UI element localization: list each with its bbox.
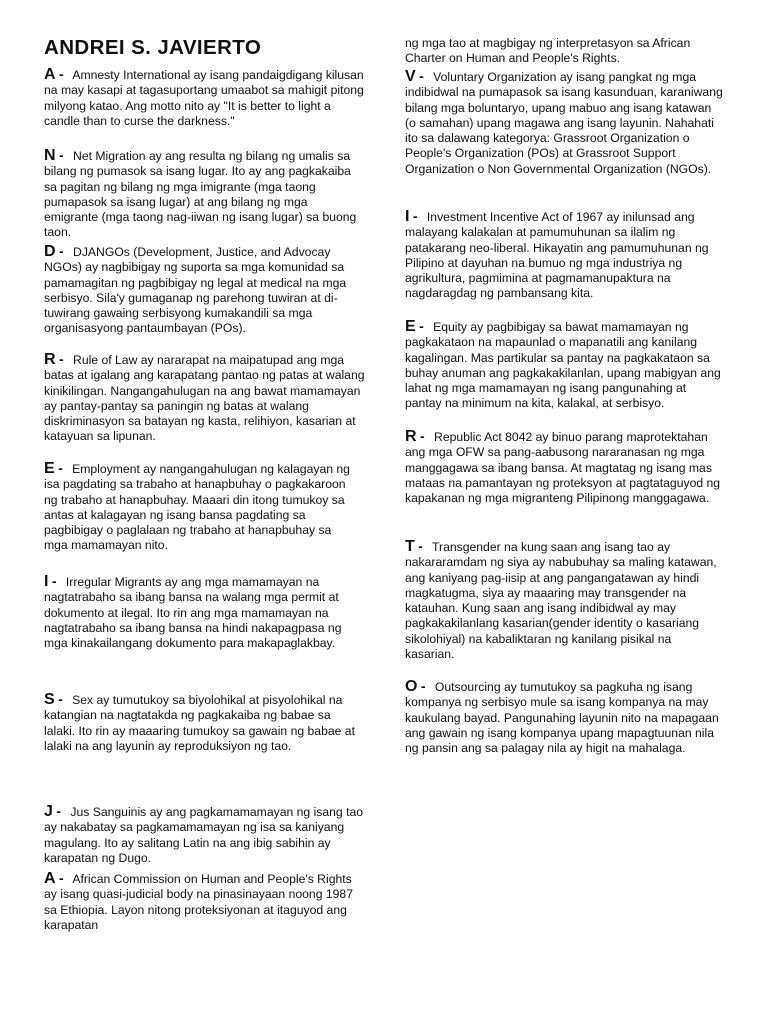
entry-text: Irregular Migrants ay ang mga mamamayan na nagtatrabaho sa ibang bansa na walang mga permit at dokumento at ilegal. Ito rin ang mga mamamayan na nagtatrabaho sa ibang bansa na hindi nakapagpasa ng mga kinakailangang dokumento para makapaglakbay. [44,575,342,651]
author-name-title: ANDREI S. JAVIERTO [44,36,262,59]
entry-dash: - [419,318,424,334]
entry-letter: V [405,68,416,85]
entry-dash: - [56,803,61,819]
entry-text: Sex ay tumutukoy sa biyolohikal at pisyolohikal na katangian na nagtatakda ng pagkakaiba ng babae sa lalaki. Ito rin ay maaaring tumukoy sa gawain ng babae at lalaki na ang layunin ay reproduksiyon ng tao. [44,693,355,753]
entry-irregular-migrants [44,574,366,651]
entry-djangos [44,244,366,337]
entry-letter: I [405,208,410,225]
entry-text: Transgender na kung saan ang isang tao ay nakararamdam ng siya ay nabubuhay sa maling katawan, ang kaniyang pag-iisip at ang pangangatawan ay hindi magkatugma, siya ay maaaring may transgender na katauhan. Kung saan ang isang indibidwal ay may pagkakakilanlang kasarian(gender identity o kasariang sikolohiyal) na kabaliktaran ng kanilang pisikal na kasarian. [405,540,717,662]
entry-investment-incentive-act [405,209,721,302]
entry-net-migration [44,148,364,241]
entry-dash: - [58,147,64,163]
entry-text: African Commission on Human and People's Rights ay isang quasi-judicial body na pinasinayaan noong 1987 sa Ethiopia. Layon nitong proteksiyonan at itaguyod ang karapatan [44,872,353,932]
entry-text: Equity ay pagbibigay sa bawat mamamayan ng pagkakataon na mapaunlad o mapanatili ang kanilang kagalingan. Mas partikular sa pantay na pagkakataon sa buhay anuman ang pagkakakilanlan, upang mabigyan ang lahat ng mga mamamayan ng isang pangunahing at pantay na minimum na kita, kalakal, at serbisyo. [405,320,721,411]
entry-letter: O [405,678,418,695]
entry-dash: - [418,538,423,554]
entry-text: Employment ay nangangahulugan ng kalagayan ng isa pagdating sa trabaho at hanapbuhay o pagkakaroon ng trabaho at hanapbuhay. Maaari din itong tumukoy sa antas at kalagayan ng isang bansa pagdating sa pagbibigay o paglalaan ng trabaho at hanapbuhay sa mga mamamayan nito. [44,462,350,553]
entry-text: Rule of Law ay nararapat na maipatupad ang mga batas at igalang ang karapatang pantao ng patas at walang kinikilingan. Nangangahulugan na ang bawat mamamayan ay pantay-pantay sa paningin ng batas at walang diskriminasyon sa batayan ng kasta, relihiyon, kasarian at katayuan sa lipunan. [44,353,365,444]
entry-dash: - [419,68,424,84]
entry-text: Outsourcing ay tumutukoy sa pagkuha ng isang kompanya ng serbisyo mule sa isang kompanya na may kaukulang bayad. Pangunahing layunin nito na mapagaan ang gawain ng isang kompanya upang mapagtuunan nila ng pansin ang sa palagay nila ay higit na mahalaga. [405,680,719,756]
entry-dash: - [58,691,63,707]
entry-text: DJANGOs (Development, Justice, and Advocay NGOs) ay nagbibigay ng suporta sa mga komunidad sa pamamagitan ng pagbibigay ng legal at medical na mga serbisyo. Sila'y gumaganap ng parehong tuwiran at di-tuwirang gawaing serbisyong kumakandili sa mga organisasyong pantaumbayan (POs). [44,245,347,336]
entry-text: Investment Incentive Act of 1967 ay inilunsad ang malayang kalakalan at pamumuhunan sa ilalim ng patakarang neo-liberal. Hikayatin ang pamumuhunan ng Pilipino at dayuhan na bumuo ng mga industriya ng agrikultura, pagmimina at pagmamanupaktura na nagdaragdag ng pambansang kita. [405,210,709,301]
entry-letter: R [405,428,417,445]
entry-dash: - [58,351,64,367]
entry-dash: - [58,243,64,259]
entry-voluntary-organization [405,69,725,177]
entry-text: Net Migration ay ang resulta ng bilang ng umalis sa bilang ng pumasok sa isang lugar. Ito ay ang pagkakaiba sa pagitan ng bilang ng mga imigrante (mga taong pumapasok sa isang lugar) at ang bilang ng mga emigrante (mga taong nag-iiwan ng isang lugar) sa buong taon. [44,149,357,240]
entry-letter: I [44,573,49,590]
entry-dash: - [58,870,64,886]
entry-text: Republic Act 8042 ay binuo parang maprotektahan ang mga OFW sa pang-aabusong nararanasan ng mga manggagawa sa ibang bansa. At magtatag ng isang mas mataas na pamantayan ng proteksyon at pagtataguyod ng kapakanan ng mga migranteng Pilipinong manggagawa. [405,430,721,506]
entry-dash: - [419,428,425,444]
entry-dash: - [420,678,426,694]
entry-text: Amnesty International ay isang pandaigdigang kilusan na may kasapi at tagasuportang umaabot sa mahigit pitong milyong katao. Ang motto nito ay "It is better to light a candle than to curse the darkness." [44,68,364,128]
entry-letter: A [44,66,56,83]
entry-letter: E [44,460,55,477]
entry-jus-sanguinis [44,804,366,866]
entry-letter: N [44,147,56,164]
entry-amnesty-international [44,67,366,129]
entry-letter: J [44,803,53,820]
entry-letter: A [44,870,56,887]
entry-equity [405,319,725,412]
entry-letter: E [405,318,416,335]
entry-african-commission-continued: ng mga tao at magbigay ng interpretasyon sa African Charter on Human and People's Rights. [405,36,691,66]
entry-republic-act-8042 [405,429,721,506]
entry-transgender [405,539,721,662]
entry-text: Voluntary Organization ay isang pangkat ng mga indibidwal na pumapasok sa isang kasunduan, karaniwang bilang mga boluntaryo, upang mabuo ang isang katawan (o samahan) upang magawa ang isang layunin. Nahahati ito sa dalawang kategorya: Grassroot Organization o People's Organization (POs) at Grassroot Support Organization o Non Governmental Organization (NGOs). [405,70,723,176]
entry-letter: D [44,243,56,260]
entry-letter: R [44,351,56,368]
entry-outsourcing [405,679,721,756]
entry-text: Jus Sanguinis ay ang pagkamamamayan ng isang tao ay nakabatay sa pagkamamamayan ng isa sa kaniyang magulang. Ito ay salitang Latin na ang ibig sabihin ay karapatan ng Dugo. [44,805,364,865]
entry-african-commission [44,871,362,933]
entry-dash: - [58,66,64,82]
entry-letter: T [405,538,415,555]
entry-rule-of-law [44,352,366,445]
entry-letter: S [44,691,55,708]
entry-dash: - [58,460,63,476]
entry-sex [44,692,362,754]
entry-employment [44,461,350,554]
entry-dash: - [51,573,57,589]
entry-dash: - [412,208,418,224]
